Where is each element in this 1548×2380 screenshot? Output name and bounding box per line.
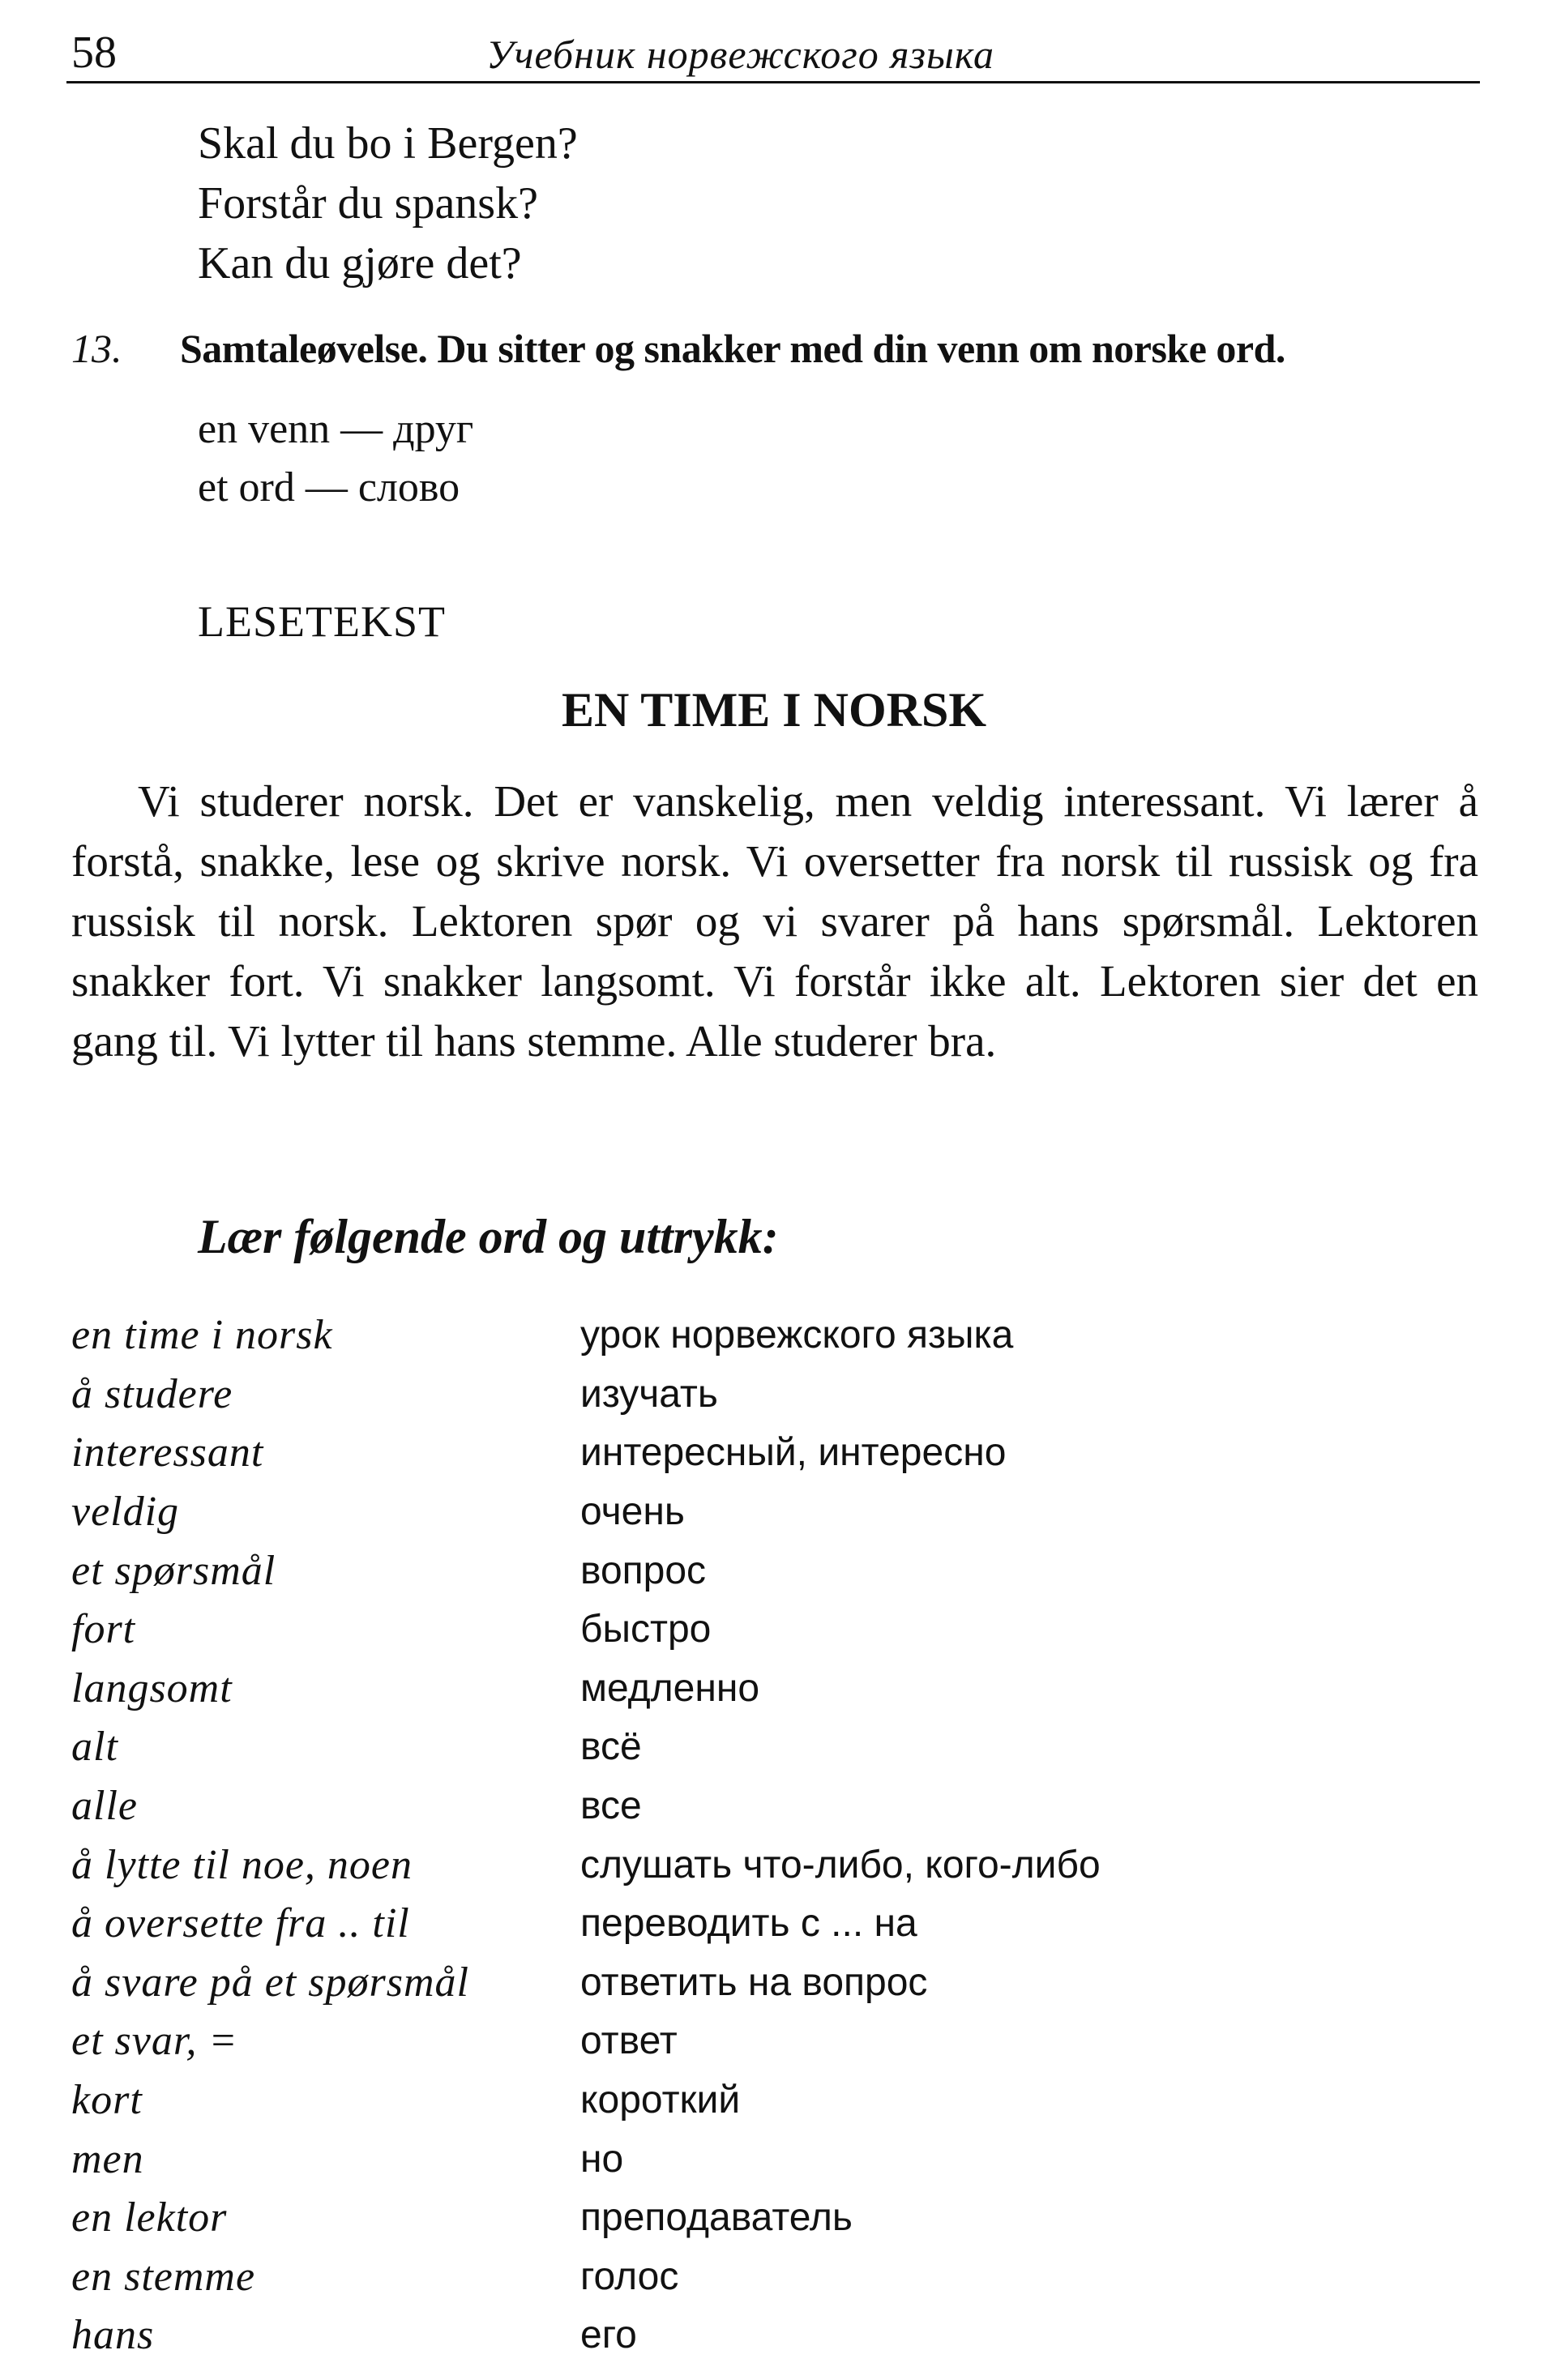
russian-translation: переводить с ... на [580, 1902, 917, 1946]
norwegian-term: å studere [71, 1370, 233, 1417]
exercise-instruction: Samtaleøvelse. Du sitter og snakker med din venn om norske ord. [180, 326, 1285, 371]
russian-translation: преподаватель [580, 2196, 853, 2240]
vocabulary-row [71, 1541, 1368, 1600]
running-title: Учебник норвежского языка [486, 32, 995, 77]
russian-translation: слушать что-либо, кого-либо [580, 1843, 1101, 1886]
norwegian-term: interessant [71, 1429, 264, 1476]
norwegian-term: men [71, 2135, 144, 2182]
exercise-word: en venn — друг [198, 406, 474, 452]
russian-translation: его [580, 2314, 637, 2357]
vocabulary-row [71, 2248, 1368, 2307]
vocabulary-row [71, 2306, 1368, 2365]
exercise-number: 13. [71, 326, 122, 371]
vocabulary-row [71, 2130, 1368, 2189]
norwegian-term: en time i norsk [71, 1312, 333, 1359]
russian-translation: быстро [580, 1608, 712, 1651]
russian-translation: голос [580, 2254, 679, 2298]
vocabulary-title: Lær følgende ord og uttrykk: [198, 1210, 779, 1263]
norwegian-term: fort [71, 1606, 136, 1653]
vocabulary-row [71, 1777, 1368, 1836]
norwegian-term: hans [71, 2312, 155, 2359]
russian-translation: вопрос [580, 1549, 707, 1592]
example-question: Skal du bo i Bergen? [198, 118, 578, 169]
norwegian-term: å svare på et spørsmål [71, 1959, 469, 2006]
russian-translation: интересный, интересно [580, 1431, 1007, 1475]
reading-section-label: LESETEKST [198, 597, 446, 646]
norwegian-term: å oversette fra .. til [71, 1900, 410, 1947]
norwegian-term: kort [71, 2077, 143, 2124]
vocabulary-row [71, 1483, 1368, 1542]
reading-paragraph: Vi studerer norsk. Det er vanskelig, men veldig interessant. Vi lærer å forstå, snakke, lese og skrive norsk. Vi oversetter fra norsk til russisk og fra russisk til norsk. Lektoren spør og vi svarer på hans spørsmål. Lektoren snakker fort. Vi snakker langsomt. Vi forstår ikke alt. Lektoren sier det en gang til. Vi lytter til hans stemme. Alle studerer bra. [71, 776, 1478, 1066]
vocabulary-row [71, 1660, 1368, 1719]
vocabulary-row [71, 2071, 1368, 2130]
russian-translation: урок норвежского языка [580, 1314, 1014, 1357]
norwegian-term: en stemme [71, 2253, 256, 2300]
vocabulary-table [71, 1306, 1368, 2365]
vocabulary-row [71, 2189, 1368, 2248]
exercise-words [198, 400, 473, 517]
example-questions [198, 113, 578, 293]
russian-translation: всё [580, 1725, 642, 1769]
vocabulary-row [71, 2012, 1368, 2071]
vocabulary-row [71, 1718, 1368, 1777]
norwegian-term: alt [71, 1724, 118, 1771]
norwegian-term: alle [71, 1783, 138, 1830]
example-question: Forstår du spansk? [198, 178, 538, 229]
norwegian-term: et svar, = [71, 2018, 238, 2065]
russian-translation: короткий [580, 2079, 741, 2122]
norwegian-term: en lektor [71, 2194, 228, 2241]
vocabulary-row [71, 1365, 1368, 1425]
exercise-13 [71, 323, 1285, 374]
reading-title: EN TIME I NORSK [561, 683, 986, 737]
russian-translation: ответ [580, 2019, 678, 2063]
norwegian-term: å lytte til noe, noen [71, 1841, 413, 1888]
russian-translation: изучать [580, 1372, 718, 1416]
page-number: 58 [71, 28, 117, 78]
vocabulary-row [71, 1424, 1368, 1483]
example-question: Kan du gjøre det? [198, 238, 522, 288]
vocabulary-row [71, 1954, 1368, 2013]
vocabulary-row [71, 1306, 1368, 1365]
norwegian-term: langsomt [71, 1664, 233, 1711]
header-divider [66, 81, 1480, 83]
vocabulary-row [71, 1835, 1368, 1895]
norwegian-term: et spørsmål [71, 1547, 276, 1594]
russian-translation: но [580, 2137, 624, 2181]
russian-translation: медленно [580, 1666, 760, 1710]
russian-translation: очень [580, 1490, 685, 1534]
vocabulary-row [71, 1600, 1368, 1660]
vocabulary-row [71, 1895, 1368, 1954]
russian-translation: ответить на вопрос [580, 1960, 928, 2004]
russian-translation: все [580, 1784, 642, 1828]
norwegian-term: veldig [71, 1489, 180, 1536]
exercise-word: et ord — слово [198, 464, 460, 511]
